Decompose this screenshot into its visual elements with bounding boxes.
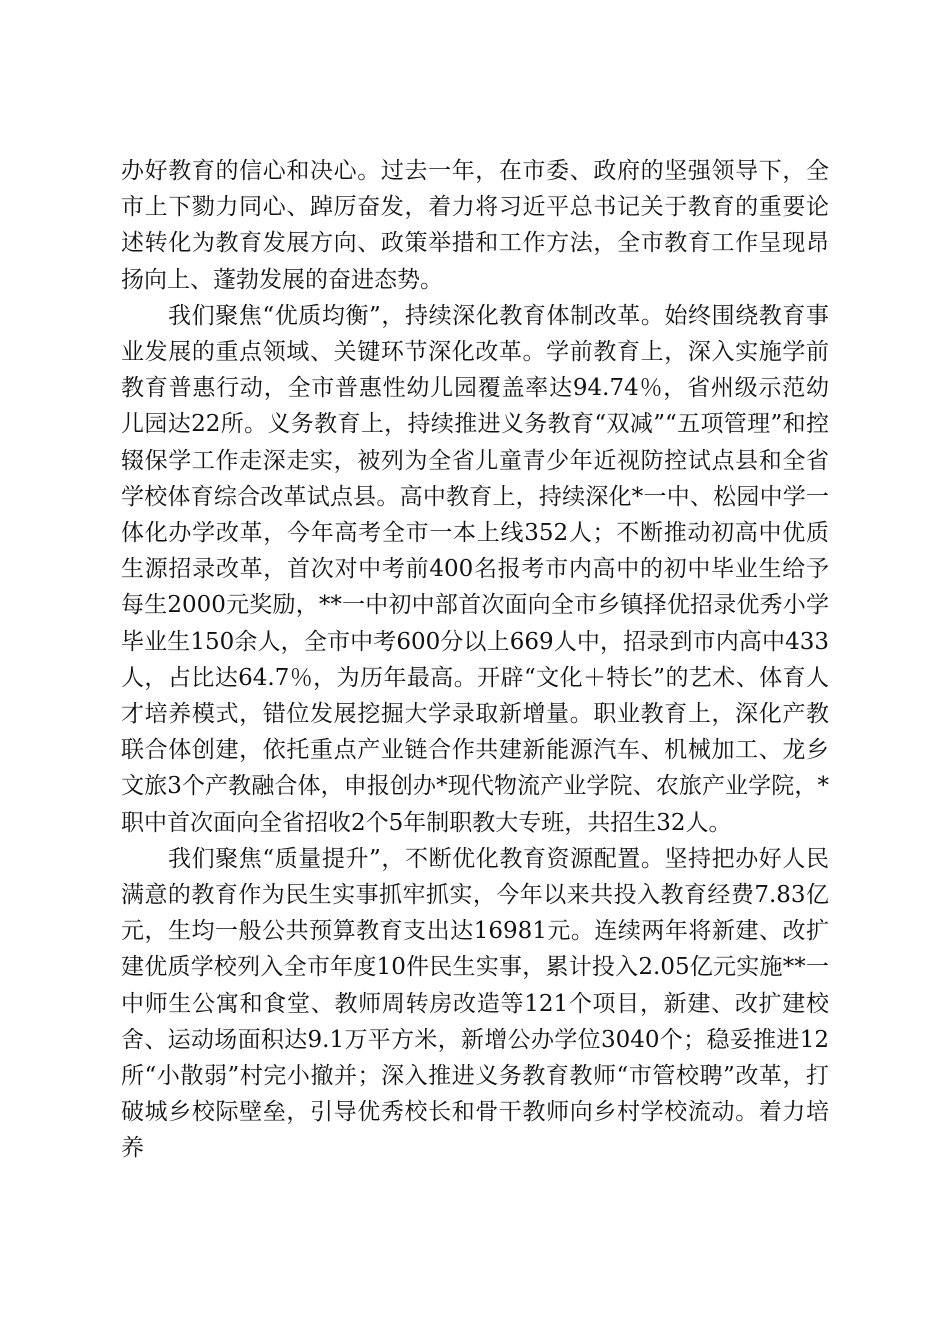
- paragraph-quality-balance: 我们聚焦“优质均衡”，持续深化教育体制改革。始终围绕教育事业发展的重点领域、关键环节深化改革。学前教育上，深入实施学前教育普惠行动，全市普惠性幼儿园覆盖率达94.74％，省州级示范幼儿园达22所。义务教育上，持续推进义务教育“双减”“五项管理”和控辍保学工作走深走实，被列为全省儿童青少年近视防控试点县和全省学校体育综合改革试点县。高中教育上，持续深化*一中、松园中学一体化办学改革，今年高考全市一本上线352人；不断推动初高中优质生源招录改革，首次对中考前400名报考市内高中的初中毕业生给予每生2000元奖励，**一中初中部首次面向全市乡镇择优招录优秀小学毕业生150余人，全市中考600分以上669人中，招录到市内高中433人，占比达64.7％，为历年最高。开辟“文化＋特长”的艺术、体育人才培养模式，错位发展挖掘大学录取新增量。职业教育上，深化产教联合体创建，依托重点产业链合作共建新能源汽车、机械加工、龙乡文旅3个产教融合体，申报创办*现代物流产业学院、农旅产业学院，*职中首次面向全省招收2个5年制职教大专班，共招生32人。: [121, 302, 829, 836]
- document-body: [121, 153, 829, 1167]
- paragraph-quality-improvement: 我们聚焦“质量提升”，不断优化教育资源配置。坚持把办好人民满意的教育作为民生实事抓牢抓实，今年以来共投入教育经费7.83亿元，生均一般公共预算教育支出达16981元。连续两年将新建、改扩建优质学校列入全市年度10件民生实事，累计投入2.05亿元实施**一中师生公寓和食堂、教师周转房改造等121个项目，新建、改扩建校舍、运动场面积达9.1万平方米，新增公办学位3040个；稳妥推进12所“小散弱”村完小撤并；深入推进义务教育教师“市管校聘”改革，打破城乡校际壁垒，引导优秀校长和骨干教师向乡村学校流动。着力培养: [121, 845, 829, 1162]
- paragraph-continuation: 办好教育的信心和决心。过去一年，在市委、政府的坚强领导下，全市上下勠力同心、踔厉奋发，着力将习近平总书记关于教育的重要论述转化为教育发展方向、政策举措和工作方法，全市教育工作呈现昂扬向上、蓬勃发展的奋进态势。: [121, 158, 829, 293]
